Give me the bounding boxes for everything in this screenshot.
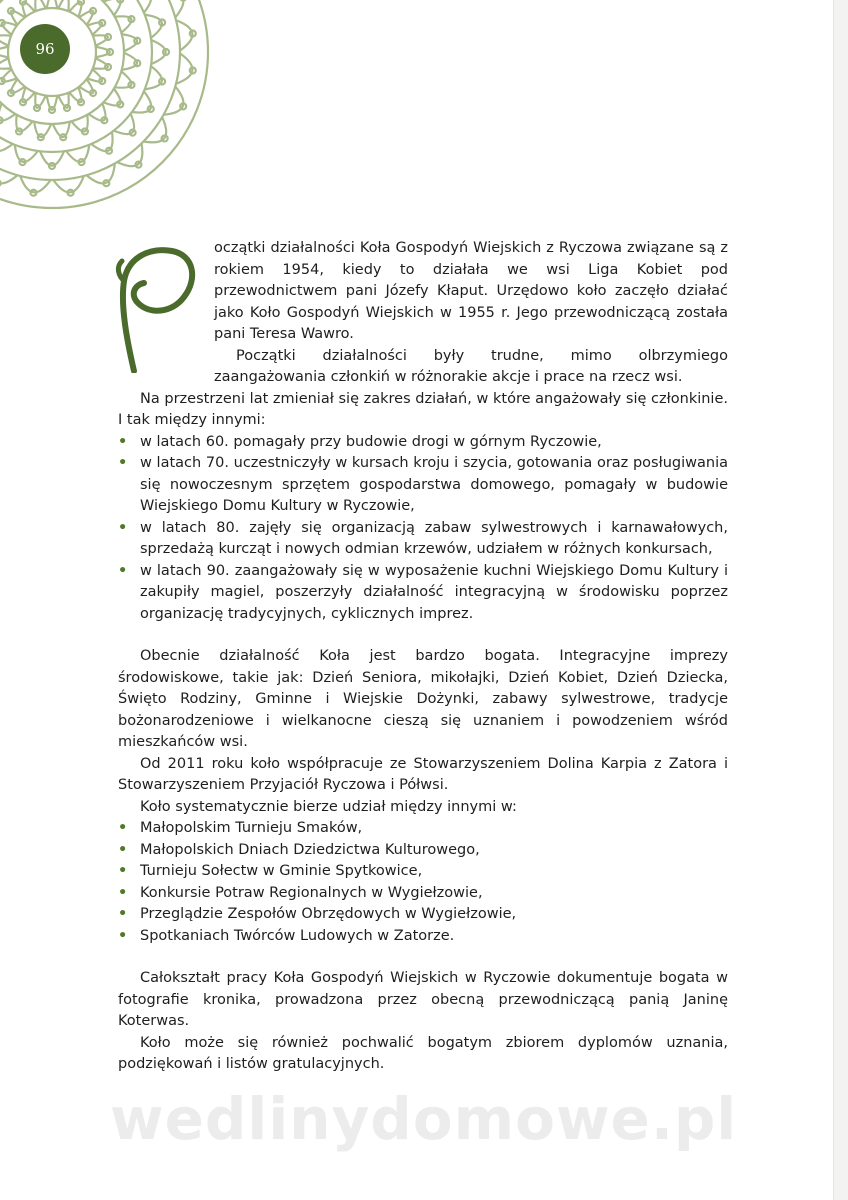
ornament-ring — [0, 0, 152, 152]
closing-paragraph-2: Koło może się również pochwalić bogatym zbiorem dyplomów uznania, podziękowań i listów gratulacyjnych. — [118, 1034, 728, 1072]
bullet-icon: • — [118, 433, 128, 450]
intro-paragraph-1: oczątki działalności Koła Gospodyń Wiejskich z Ryczowa związane są z rokiem 1954, kiedy to działała we wsi Liga Kobiet pod przewodnictwem pani Józefy Kłaput. Urzędowo koło zaczęło działać jako Koło Gospodyń Wiejskich w 1955 r. Jego przewodniczącą została pani Teresa Wawro. — [214, 240, 728, 342]
watermark: wedlinydomowe.pl — [110, 1085, 738, 1153]
events-list — [118, 818, 728, 947]
intro-paragraph-3: Na przestrzeni lat zmieniał się zakres działań, w które angażowały się członkinie. I tak między innymi: — [118, 390, 728, 428]
decades-list — [118, 432, 728, 626]
bullet-icon: • — [118, 884, 128, 901]
list-item: • w latach 90. zaangażowały się w wyposażenie kuchni Wiejskiego Domu Kultury i zakupiły magiel, poszerzyły działalność integracyjną w środowisku poprzez organizację tradycyjnych, cyklicznych imprez. — [118, 562, 728, 622]
intro-paragraph-2: Początki działalności były trudne, mimo olbrzymiego zaangażowania członkiń w różnorakie akcje i prace na rzecz wsi. — [214, 347, 728, 385]
ornament-petal — [89, 0, 106, 1]
list-item: • w latach 70. uczestniczyły w kursach kroju i szycia, gotowania oraz posługiwania się nowoczesnym sprzętem gospodarstwa domowego, pomagały w budowie Wiejskiego Domu Kultury w Ryczowie, — [118, 455, 728, 514]
bullet-icon: • — [118, 841, 128, 858]
ornament-petal — [15, 145, 38, 162]
bullet-icon: • — [118, 927, 128, 944]
page-number: 96 — [35, 40, 55, 58]
ornament-petal — [145, 15, 162, 38]
bullet-icon: • — [118, 562, 128, 579]
page-edge — [833, 0, 848, 1200]
ornament-petal — [66, 145, 89, 162]
bullet-icon: • — [118, 519, 128, 536]
article-body — [118, 238, 728, 1076]
closing-paragraph-1: Całokształt pracy Koła Gospodyń Wiejskich w Ryczowie dokumentuje bogata w fotografie kronika, prowadzona przez obecną przewodniczącą panią Janinę Koterwas. — [118, 970, 728, 1029]
ornament-ring — [0, 0, 180, 180]
ornament-dot — [0, 180, 1, 186]
list-item: • Spotkaniach Twórców Ludowych w Zatorze. — [118, 926, 728, 948]
ornament-petal — [145, 66, 162, 89]
list-item: • Turnieju Sołectw w Gminie Spytkowice, — [118, 861, 728, 883]
list-item: • Konkursie Potraw Regionalnych w Wygiełzowie, — [118, 883, 728, 905]
list-item: • w latach 60. pomagały przy budowie drogi w górnym Ryczowie, — [118, 432, 728, 454]
page-number-badge — [20, 24, 70, 74]
bullet-icon: • — [118, 455, 128, 471]
bullet-icon: • — [118, 820, 128, 836]
bullet-icon: • — [118, 863, 128, 879]
present-paragraph-1: Obecnie działalność Koła jest bardzo bogata. Integracyjne imprezy środowiskowe, takie jak: Dzień Seniora, mikołajki, Dzień Kobiet, Dzień Dziecka, Święto Rodziny, Gminne i Wiejskie Dożynki, zabawy sylwestrowe, tradycje bożonarodzeniowe i wielkanocne cieszą się uznaniem i powodzeniem wśród mieszkańców wsi. — [118, 648, 728, 750]
present-paragraph-3: Koło systematycznie bierze udział między innymi w: — [140, 798, 517, 815]
ornament-dot — [180, 0, 186, 1]
present-paragraph-2: Od 2011 roku koło współpracuje ze Stowarzyszeniem Dolina Karpia z Zatora i Stowarzyszeniem Przyjaciół Ryczowa i Półwsi. — [118, 755, 728, 793]
list-item: • w latach 80. zajęły się organizacją zabaw sylwestrowych i karnawałowych, sprzedażą kurcząt i nowych odmian krzewów, udziałem w różnych konkursach, — [118, 519, 728, 557]
list-item: • Przeglądzie Zespołów Obrzędowych w Wygiełzowie, — [118, 904, 728, 926]
list-item: • Małopolskim Turnieju Smaków, — [118, 818, 728, 840]
bullet-icon: • — [118, 906, 128, 922]
ornament-petal — [0, 89, 1, 106]
list-item: • Małopolskich Dniach Dziedzictwa Kulturowego, — [118, 840, 728, 862]
